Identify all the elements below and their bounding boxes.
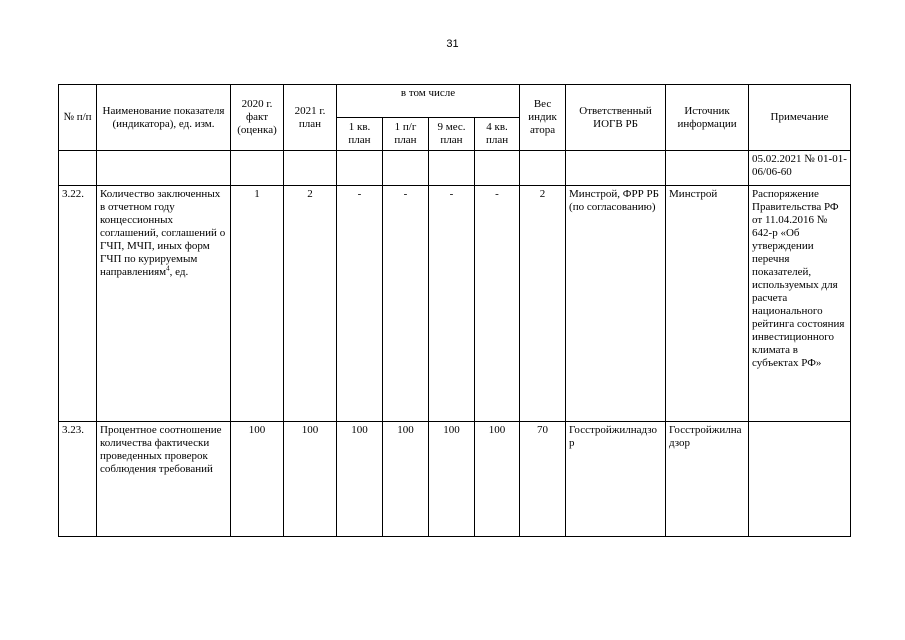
cell-source: Госстройжилнадзор — [666, 422, 749, 537]
cell-source — [666, 151, 749, 186]
cell-h1: 100 — [383, 422, 429, 537]
table-row — [59, 422, 851, 537]
cell-weight: 2 — [520, 186, 566, 422]
header-fact-2020: 2020 г. факт (оценка) — [231, 85, 284, 151]
cell-q1: 100 — [337, 422, 383, 537]
cell-weight — [520, 151, 566, 186]
cell-9m: 100 — [429, 422, 475, 537]
cell-9m: - — [429, 186, 475, 422]
cell-9m — [429, 151, 475, 186]
cell-responsible — [566, 151, 666, 186]
header-q1: 1 кв. план — [337, 118, 383, 151]
cell-q4: 100 — [475, 422, 520, 537]
cell-name: Процентное соотношение количества фактически проведенных проверок соблюдения требований — [97, 422, 231, 537]
footnote-mark: 4 — [166, 264, 170, 273]
header-9m: 9 мес. план — [429, 118, 475, 151]
header-including: в том числе — [337, 85, 520, 118]
table-row — [59, 151, 851, 186]
header-weight: Вес индик атора — [520, 85, 566, 151]
cell-weight: 70 — [520, 422, 566, 537]
cell-h1 — [383, 151, 429, 186]
header-h1: 1 п/г план — [383, 118, 429, 151]
cell-note — [749, 422, 851, 537]
header-source: Источник информации — [666, 85, 749, 151]
table-row — [59, 186, 851, 422]
cell-plan-2021: 2 — [284, 186, 337, 422]
cell-q4: - — [475, 186, 520, 422]
cell-fact-2020: 100 — [231, 422, 284, 537]
cell-responsible: Минстрой, ФРР РБ (по согласованию) — [566, 186, 666, 422]
cell-source: Минстрой — [666, 186, 749, 422]
cell-q1: - — [337, 186, 383, 422]
header-note: Примечание — [749, 85, 851, 151]
cell-name-tail: , ед. — [169, 266, 189, 278]
header-name: Наименование показателя (индикатора), ед. изм. — [97, 85, 231, 151]
cell-responsible: Госстройжилнадзор — [566, 422, 666, 537]
header-num: № п/п — [59, 85, 97, 151]
cell-name — [97, 151, 231, 186]
cell-q4 — [475, 151, 520, 186]
cell-name — [97, 186, 231, 422]
cell-plan-2021: 100 — [284, 422, 337, 537]
header-responsible: Ответственный ИОГВ РБ — [566, 85, 666, 151]
cell-name-text: Количество заключенных в отчетном году концессионных соглашений, соглашений о ГЧП, МЧП, иных форм ГЧП по курируемым направлениям — [100, 188, 226, 278]
cell-note: 05.02.2021 № 01-01-06/06-60 — [749, 151, 851, 186]
header-q4: 4 кв. план — [475, 118, 520, 151]
cell-num: 3.23. — [59, 422, 97, 537]
page-number: 31 — [446, 38, 459, 50]
cell-note: Распоряжение Правительства РФ от 11.04.2016 № 642-р «Об утверждении перечня показателей, используемых для расчета национального рейтинга состояния инвестиционного климата в субъектах РФ» — [749, 186, 851, 422]
cell-num — [59, 151, 97, 186]
cell-fact-2020 — [231, 151, 284, 186]
cell-plan-2021 — [284, 151, 337, 186]
cell-h1: - — [383, 186, 429, 422]
cell-fact-2020: 1 — [231, 186, 284, 422]
header-plan-2021: 2021 г. план — [284, 85, 337, 151]
indicators-table — [58, 84, 851, 537]
cell-q1 — [337, 151, 383, 186]
cell-num: 3.22. — [59, 186, 97, 422]
